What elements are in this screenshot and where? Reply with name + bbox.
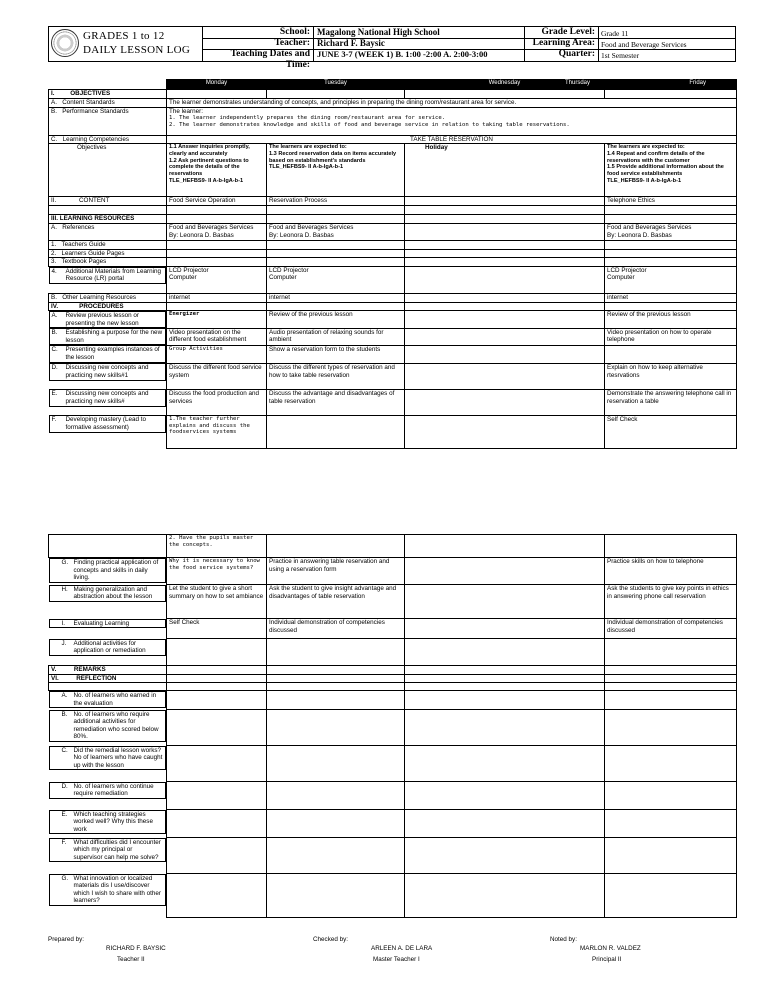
grade-value: Grade 11 [601,29,629,38]
procedures-title: PROCEDURES [79,302,124,310]
dates-label: Teaching Dates and Time: [230,49,310,71]
resources-title: III. LEARNING RESOURCES [49,215,167,224]
logo-line2: DAILY LESSON LOG [83,44,191,56]
noted-by-name: MARLON R. VALDEZ [580,945,641,952]
teacher-value: Richard F. Baysic [317,38,385,48]
content-standards-label: Content Standards [62,98,115,106]
table-row: G. Finding practical application of concepts and skills in daily living. Why it is necessary to know the food service systems? Practice in answering table reservation and using a reservation form Practice skills on how to telephone [49,558,737,585]
reflection-title: REFLECTION [76,674,117,682]
school-value: Magalong National High School [317,27,440,37]
references-row: A. References Food and Beverages Services By: Leonora D. Basbas Food and Beverages Services By: Leonora D. Basbas Food and Beverages Services By: Leonora D. Basbas [49,224,737,241]
textbook-pages-row: 3. Textbook Pages [49,258,737,267]
prepared-by-label: Prepared by: [48,936,85,943]
objectives-heading-row: I. OBJECTIVES [49,90,737,99]
checked-by-label: Checked by: [313,936,349,943]
learning-competencies-label: Learning Competencies [62,135,130,143]
learners-guide-row: 2. Learners Guide Pages [49,249,737,258]
learning-competencies-text: TAKE TABLE RESERVATION [167,135,737,144]
day-thursday: Thursday [565,80,591,86]
day-wednesday: Wednesday [405,80,605,90]
table-row: G. What innovation or localized materials dis I use/discover which I wish to share with other learners? [49,874,737,918]
materials-tuesday: LCD Projector Computer [267,266,405,293]
objectives-wednesday: Holiday [405,144,605,197]
area-value: Food and Beverage Services [601,40,687,49]
continuation-row [49,535,737,558]
content-friday: Telephone Ethics [605,197,737,206]
content-tuesday: Reservation Process [267,197,405,206]
prepared-by-name: RICHARD F. BAYSIC [106,945,166,952]
dates-value: JUNE 3-7 (WEEK 1) B. 1:00 -2:00 A. 2:00-3:00 [317,49,488,59]
continuation-monday: 2. Have the pupils master the concepts. [167,535,267,558]
school-label: School: [279,27,310,37]
objectives-monday: 1.1 Answer inquiries promptly, clearly and accurately 1.2 Ask pertinent questions to complete the details of the reservations TLE_HEFBS9- II A-b-IgA-b-1 [167,144,267,197]
table-row: I. Evaluating Learning Self Check Individual demonstration of competencies discussed Individual demonstration of competencies discussed [49,619,737,639]
teacher-label: Teacher: [274,38,310,48]
table-row: A. No. of learners who earned in the evaluation [49,691,737,710]
logo-line1: GRADES 1 to 12 [83,30,165,42]
table-row: B. No. of learners who require additional activities for remediation who scored below 80%. [49,710,737,746]
area-label: Learning Area: [532,38,595,48]
lesson-log-header [48,26,736,71]
objectives-tuesday: The learners are expected to: 1.3 Record reservation data on items accurately based on establishment's standards TLE_HEFBS9- II A-b-IgA-b-1 [267,144,405,197]
table-row: C. Presenting examples instances of the lesson Group Activities Show a reservation form to the students [49,345,737,363]
table-row: H. Making generalization and abstraction about the lesson Let the student to give a short summary on how to set ambiance Ask the student to give insight advantage and disadvantages of table reservation Ask the students to give key points in ethics in answering phone call reservation [49,585,737,619]
dll-table-page2 [48,534,737,918]
day-monday: Monday [167,80,267,90]
content-title: CONTENT [79,197,110,205]
noted-by-label: Noted by: [550,936,577,943]
materials-monday: LCD Projector Computer [167,266,267,293]
objectives-row [49,144,737,197]
content-row: II. CONTENT Food Service Operation Reservation Process Telephone Ethics [49,197,737,206]
day-header-row [49,80,737,90]
deped-seal-icon [51,29,79,57]
references-monday: Food and Beverages Services By: Leonora D. Basbas [167,224,267,241]
table-row: A. Review previous lesson or presenting the new lesson Energizer Review of the previous lesson Review of the previous lesson [49,311,737,329]
grade-label: Grade Level: [541,27,595,37]
performance-standards-row: B. Performance Standards The learner: 1. The learner independently prepares the dining room/restaurant area for service. 2. The learner demonstrates knowledge and skills of food and beverage service in relation to taking table reservations. [49,107,737,135]
prepared-by-title: Teacher II [117,956,145,963]
day-friday: Friday [689,80,706,86]
objectives-friday: The learners are expected to: 1.4 Repeat and confirm details of the reservations with the customer 1.5 Provide additional information about the food service establishments TLE_HEFBS9- II A-b-IgA-b-1 [605,144,737,197]
dll-table-page1 [48,79,737,449]
logo-cell [49,27,203,61]
table-row: F. Developing mastery (Lead to formative assessment) 1.The teacher further explains and discuss the foodservices systems Self Check [49,415,737,448]
day-thursday-friday [565,80,737,90]
reflection-row: VI. REFLECTION [49,674,737,683]
teachers-guide-row: 1. Teachers Guide [49,241,737,250]
remarks-row: V. REMARKS [49,666,737,675]
table-row: J. Additional activities for application or remediation [49,639,737,666]
table-row: D. No. of learners who continue require remediation [49,782,737,810]
checked-by-title: Master Teacher I [373,956,420,963]
table-row: E. Discussing new concepts and practicing new skills# Discuss the food production and services Discuss the advantage and disadvantages of table reservation Demonstrate the answering telephone call in reservation a table [49,389,737,415]
table-row: B. Establishing a purpose for the new lesson Video presentation on the different food establishment Audio presentation of relaxing sounds for ambient Video presentation on how to operate telephone [49,328,737,345]
other-resources-row: B. Other Learning Resources internet internet internet [49,293,737,302]
table-row: C. Did the remedial lesson works? No of learners who have caught up with the lesson [49,746,737,782]
references-label: References [62,224,95,232]
materials-friday: LCD Projector Computer [605,266,737,293]
content-monday: Food Service Operation [167,197,267,206]
table-row: F. What difficulties did I encounter which my principal or supervisor can help me solve? [49,838,737,874]
noted-by-title: Principal II [592,956,622,963]
objectives-title: OBJECTIVES [70,90,111,97]
objectives-label: Objectives [49,144,167,197]
checked-by-name: ARLEEN A. DE LARA [371,945,433,952]
content-standards-text: The learner demonstrates understanding of concepts, and principles in preparing the dining room/restaurant area for service. [167,98,737,107]
references-tuesday: Food and Beverages Services By: Leonora D. Basbas [267,224,405,241]
quarter-value: 1st Semester [601,51,640,60]
resources-heading-row [49,215,737,224]
table-row: E. Which teaching strategies worked well? Why this these work [49,810,737,838]
quarter-label: Quarter: [558,49,595,59]
learning-competencies-row: C. Learning Competencies TAKE TABLE RESERVATION [49,135,737,144]
content-standards-row: A. Content Standards The learner demonstrates understanding of concepts, and principles in preparing the dining room/restaurant area for service. [49,98,737,107]
table-row: D. Discussing new concepts and practicing new skills#1 Discuss the different food service system Discuss the different types of reservation and how to take table reservation Explain on how to keep alternative rtesrvations [49,363,737,389]
references-friday: Food and Beverages Services By: Leonora D. Basbas [605,224,737,241]
procedures-heading-row: IV. PROCEDURES [49,302,737,311]
day-tuesday: Tuesday [267,80,405,90]
remarks-title: REMARKS [73,666,106,673]
additional-materials-row: 4. Additional Materials from Learning Resource (LR) portal LCD Projector Computer LCD Projector Computer LCD Projector Computer [49,266,737,293]
performance-standards-label: Performance Standards [62,107,129,115]
